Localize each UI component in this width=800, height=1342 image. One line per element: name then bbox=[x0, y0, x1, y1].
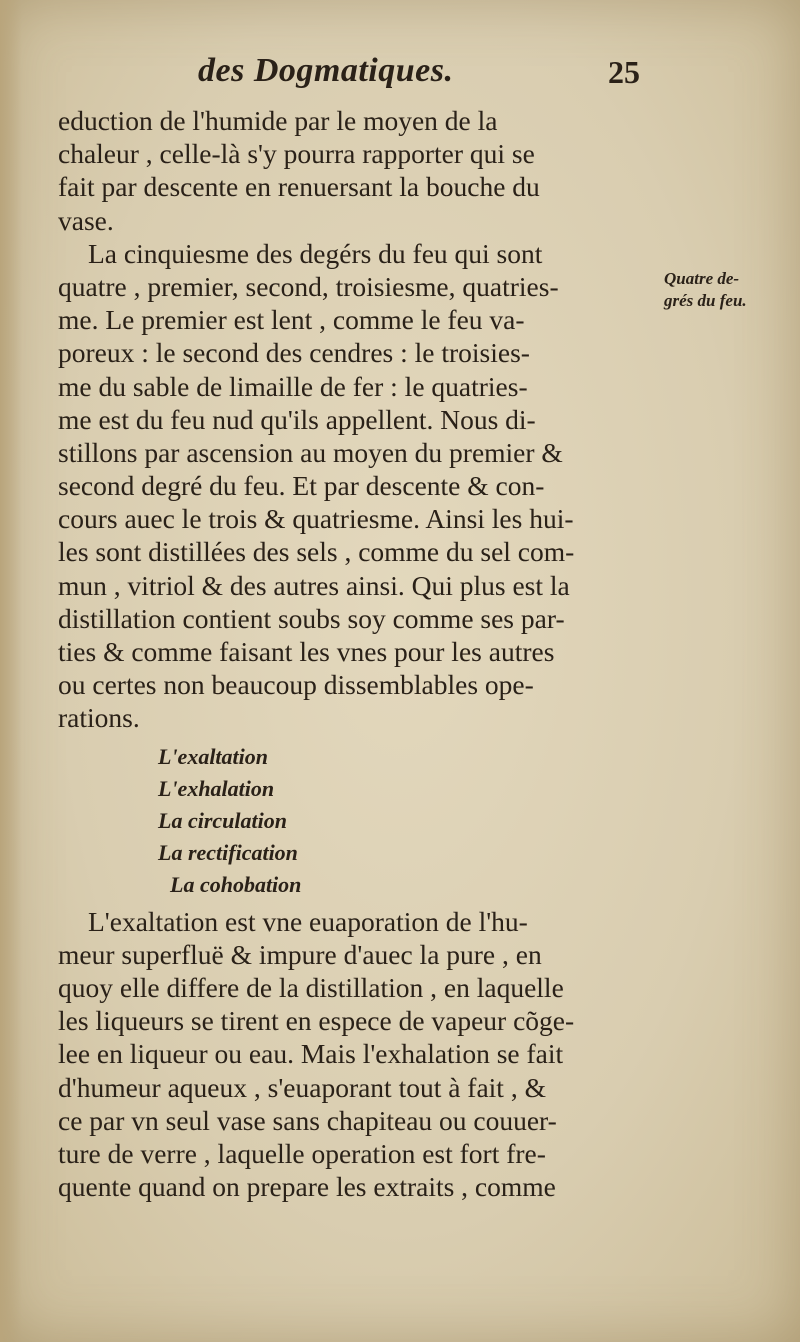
text-line: eduction de l'humide par le moyen de la bbox=[58, 105, 498, 136]
text-line: quoy elle differe de la distillation , en laquelle bbox=[58, 971, 564, 1003]
margin-note-line: grés du feu. bbox=[664, 291, 747, 310]
text-line: les liqueurs se tirent en espece de vapeur cõge- bbox=[58, 1005, 575, 1037]
paragraph-3 bbox=[58, 905, 650, 1204]
text-line: meur superfluë & impure d'auec la pure , en bbox=[58, 938, 542, 970]
paragraph-1 bbox=[58, 104, 650, 237]
running-head-title: des Dogmatiques. bbox=[198, 52, 454, 89]
text-line: ou certes non beaucoup dissemblables ope- bbox=[58, 669, 534, 701]
text-line: L'exaltation est vne euaporation de l'hu- bbox=[88, 905, 528, 937]
text-line: d'humeur aqueux , s'euaporant tout à fait , & bbox=[58, 1071, 546, 1103]
text-block bbox=[58, 48, 650, 1203]
text-line: lee en liqueur ou eau. Mais l'exhalation se fait bbox=[58, 1038, 564, 1070]
text-line: mun , vitriol & des autres ainsi. Qui plus est la bbox=[58, 569, 570, 601]
operations-list bbox=[58, 741, 650, 901]
text-line: poreux : le second des cendres : le troisies- bbox=[58, 337, 530, 369]
list-item: La circulation bbox=[158, 807, 287, 833]
running-head bbox=[58, 48, 650, 104]
text-line: quatre , premier, second, troisiesme, quatries- bbox=[58, 270, 559, 302]
text-line: vase. bbox=[58, 204, 114, 236]
text-line: rations. bbox=[58, 702, 140, 734]
text-line: me est du feu nud qu'ils appellent. Nous di- bbox=[58, 403, 536, 435]
page-gutter-shadow bbox=[0, 0, 22, 1342]
text-line: ties & comme faisant les vnes pour les autres bbox=[58, 636, 555, 667]
text-line: quente quand on prepare les extraits , comme bbox=[58, 1171, 556, 1203]
text-line: chaleur , celle-là s'y pourra rapporter qui se bbox=[58, 138, 535, 170]
text-line: me du sable de limaille de fer : le quatries- bbox=[58, 370, 528, 402]
list-item: La rectification bbox=[158, 839, 298, 865]
text-line: distillation contient soubs soy comme ses par- bbox=[58, 602, 565, 634]
text-line: La cinquiesme des degérs du feu qui sont bbox=[88, 237, 543, 269]
text-line: les sont distillées des sels , comme du sel com- bbox=[58, 536, 575, 568]
text-line: ce par vn seul vase sans chapiteau ou couuer- bbox=[58, 1104, 557, 1136]
text-line: ture de verre , laquelle operation est fort fre- bbox=[58, 1137, 546, 1169]
text-line: fait par descente en renuersant la bouche du bbox=[58, 171, 540, 203]
text-line: cours auec le trois & quatriesme. Ainsi les hui- bbox=[58, 503, 574, 535]
margin-note bbox=[664, 268, 794, 312]
margin-note-line: Quatre de- bbox=[664, 269, 740, 288]
list-item: L'exhalation bbox=[158, 775, 275, 801]
list-item: L'exaltation bbox=[158, 743, 268, 769]
page-number: 25 bbox=[608, 54, 640, 90]
text-line: second degré du feu. Et par descente & con- bbox=[58, 470, 545, 502]
paragraph-2 bbox=[58, 237, 650, 735]
list-item: La cohobation bbox=[170, 871, 302, 897]
text-line: me. Le premier est lent , comme le feu va- bbox=[58, 304, 525, 336]
text-line: stillons par ascension au moyen du premier & bbox=[58, 436, 563, 468]
